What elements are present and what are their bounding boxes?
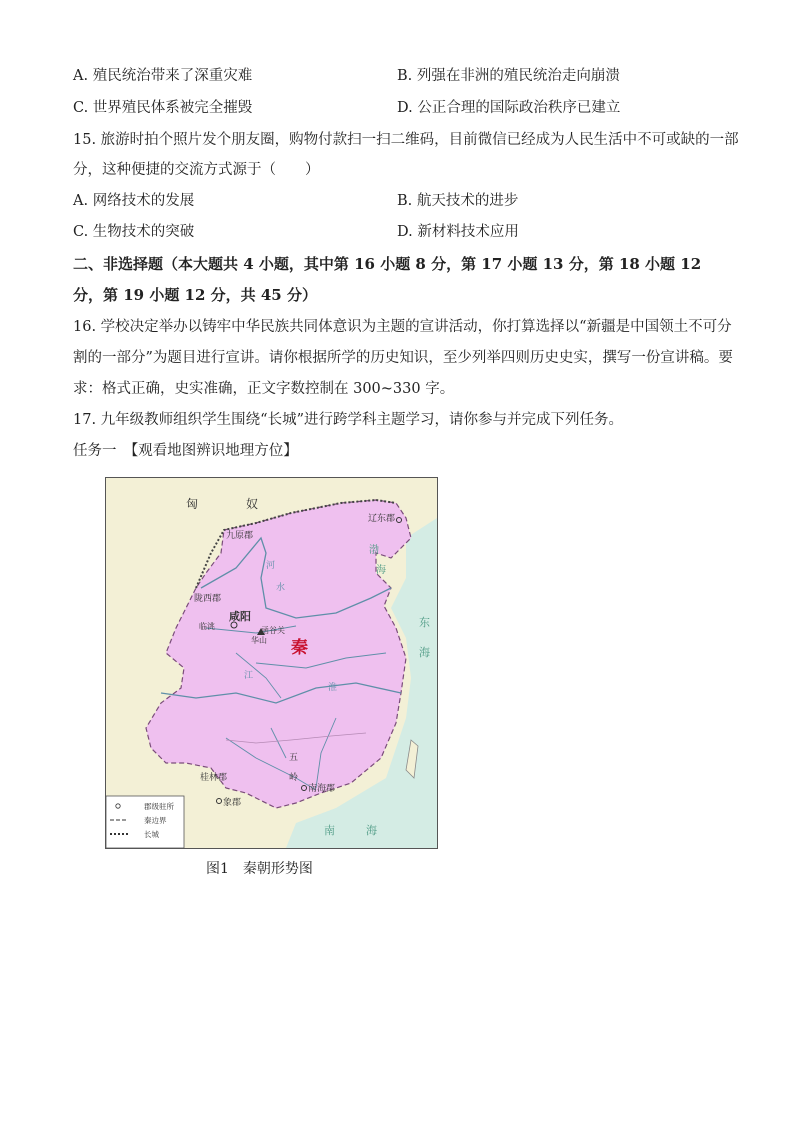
q15-option-c: C. 生物技术的突破 [73,224,195,240]
label-huai: 淮 [328,683,338,693]
xiang-marker [217,799,222,804]
label-ling: 岭 [289,773,299,783]
q15-stem-line1: 15. 旅游时拍个照片发个朋友圈，购物付款扫一扫二维码，目前微信已经成为人民生活中不可或缺的一部 [73,132,739,148]
q15-option-a: A. 网络技术的发展 [73,193,195,209]
label-shui: 水 [276,583,286,593]
label-jiang: 江 [244,671,254,681]
q14-option-b: B. 列强在非洲的殖民统治走向崩溃 [397,68,620,84]
label-xiang: 象郡 [223,798,242,808]
label-qin: 秦 [291,638,308,658]
q17-task1: 任务一 【观看地图辨识地理方位】 [73,443,298,459]
label-xianyang: 咸阳 [229,610,251,623]
label-donghai: 海 [419,646,430,659]
label-nu: 奴 [246,497,259,511]
q16-line3: 求：格式正确，史实准确，正文字数控制在 300~330 字。 [73,381,455,397]
label-dong: 东 [419,616,430,629]
label-longxi: 陇西郡 [194,594,222,604]
label-xiong: 匈 [186,497,199,511]
label-liaodong: 辽东郡 [368,514,396,524]
label-bohai-2: 海 [376,565,386,576]
legend-seat: 郡级驻所 [144,802,174,811]
figure-caption: 图1 秦朝形势图 [206,861,313,877]
label-lintao: 临洮 [199,622,215,631]
label-nan: 南 [324,824,335,837]
qin-dynasty-map [105,477,438,849]
legend-border: 秦边界 [144,816,167,825]
label-wu: 五 [289,753,299,763]
q17-line1: 17. 九年级教师组织学生围绕“长城”进行跨学科主题学习，请你参与并完成下列任务。 [73,412,623,428]
q14-option-c: C. 世界殖民体系被完全摧毁 [73,100,253,116]
q16-line2: 割的一部分”为题目进行宣讲。请你根据所学的历史知识，至少列举四则历史史实，撰写一份宣讲稿。要 [73,350,733,366]
map-legend [106,796,184,848]
q15-stem-line2: 分，这种便捷的交流方式源于（ ） [73,162,320,178]
label-huashan: 华山 [251,636,267,645]
label-nanhai-jun: 南海郡 [308,784,336,794]
q15-option-b: B. 航天技术的进步 [397,193,519,209]
label-nanhai: 海 [366,824,377,837]
label-hangu: 函谷关 [261,626,285,635]
legend-wall: 长城 [144,830,159,839]
section2-heading-line2: 分，第 19 小题 12 分，共 45 分） [73,286,317,304]
q14-option-a: A. 殖民统治带来了深重灾难 [73,68,253,84]
q15-option-d: D. 新材料技术应用 [397,224,519,240]
section2-heading-line1: 二、非选择题（本大题共 4 小题，其中第 16 小题 8 分，第 17 小题 13 分，第 18 小题 12 [73,255,702,273]
label-jiuyuan: 九原郡 [226,531,254,541]
label-he: 河 [266,561,276,571]
q14-option-d: D. 公正合理的国际政治秩序已建立 [397,100,621,116]
label-bohai-1: 渤 [369,545,379,556]
q16-line1: 16. 学校决定举办以铸牢中华民族共同体意识为主题的宣讲活动，你打算选择以“新疆是中国领土不可分 [73,319,732,335]
label-guilin: 桂林郡 [200,773,228,783]
